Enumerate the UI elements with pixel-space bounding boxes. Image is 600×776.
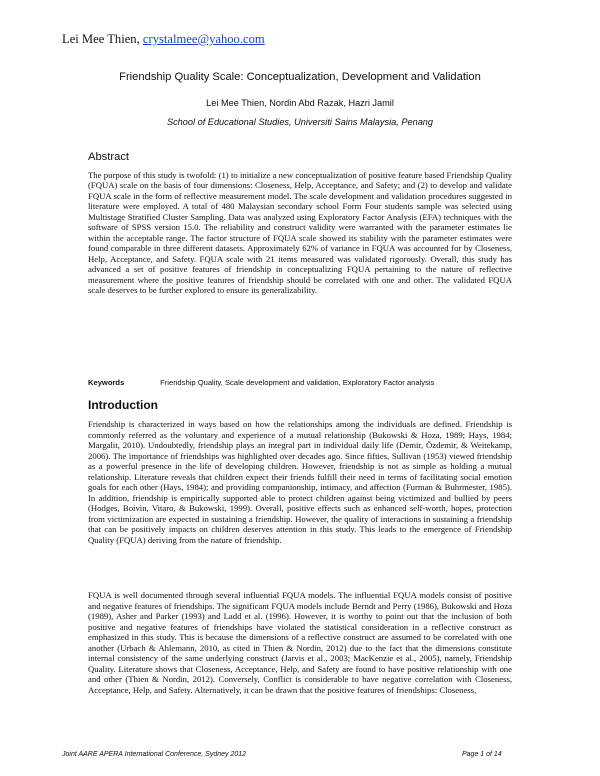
introduction-heading: Introduction [88, 398, 158, 412]
introduction-paragraph-1: Friendship is characterized in ways based on how the relationships among the individuals are defined. Friendship is commonly referred as the voluntary and experience of a mutual relationship (Bukowski & Hoza, 1989; Hays, 1984; Margalit, 2010). Undoubtedly, friendship plays an integral part in individual daily life (Demir, Özdemir, & Weitekamp, 2006). The importance of friendships was highlighted over decades ago. Since fifties, Sullivan (1953) viewed friendship as a powerful presence in the life of developing children. However, friendship is not as simple as holding a mutual relationship. Literature reveals that children expect their friends fulfill their need in terms of facilitating social emotion goals for each other (Hays, 1984); and providing companionship, intimacy, and affection (Furman & Buhrmester, 1985). In addition, friendship is empirically supported able to protect children against being victimized and bullied by peers (Hodges, Boivin, Vitaro, & Bukowski, 1999). Overall, positive effects such as enhanced self-worth, hopes, protection from victimization are expected in sustaining a friendship. However, the quality of interactions in sustaining a friendship that can be positively impacts on children deserves attention in this study. This leads to the emergence of Friendship Quality (FQUA) deriving from the nature of friendship. [88, 419, 512, 546]
running-header [62, 32, 265, 47]
header-author: Lei Mee Thien, [62, 32, 140, 46]
paper-authors: Lei Mee Thien, Nordin Abd Razak, Hazri Jamil [206, 98, 394, 108]
keywords-text: Friendship Quality, Scale development and validation, Exploratory Factor analysis [160, 378, 435, 387]
abstract-text: The purpose of this study is twofold: (1) to initialize a new conceptualization of positive feature based Friendship Quality (FQUA) scale on the basis of four dimensions: Closeness, Help, Acceptance, and Safety; and (2) to develop and validate FQUA scale in the form of reflective measurement model. The scale development and validation procedures suggested in literature were employed. A total of 480 Malaysian secondary school Form Four students sample was selected using Multistage Stratified Cluster Sampling. Data was analyzed using Exploratory Factor Analysis (EFA) techniques with the software of SPSS version 15.0. The reliability and construct validity were warranted with the parameter estimates lie within the acceptable range. The factor structure of FQUA scale showed its stability with the parameter estimates were found comparable in three different datasets. Approximately 62% of variance in FQUA was accounted for by Closeness, Help, Acceptance, and Safety. FQUA scale with 21 items measured was validated rigorously. Overall, this study has advanced a set of positive features of friendship in conceptualizing FQUA pertaining to the nature of reflective measurement where the positive features of friendship should be correlated with one and other. The validated FQUA scale deserves to be further explored to ensure its generalizability. [88, 170, 512, 295]
keywords-line [88, 378, 512, 387]
paper-title: Friendship Quality Scale: Conceptualization, Development and Validation [119, 71, 481, 83]
abstract-heading: Abstract [88, 151, 130, 163]
introduction-paragraph-2: FQUA is well documented through several influential FQUA models. The influential FQUA models consist of positive and negative features of friendships. The significant FQUA models include Berndt and Perry (1986), Bukowski and Hoza (1989), Asher and Parker (1993) and Ladd et al. (1996). However, it is worthy to point out that the inclusion of both positive and negative features of friendships have violated the statistical consideration in a reflective construct as emphasized in this study. This is because the dimensions of a reflective construct are assumed to be correlated with one another (Urbach & Ahlemann, 2010, as cited in Thien & Nordin, 2012) due to the fact that the dimensions constitute internal consistency of the same underlying construct (Jarvis et al., 2003; MacKenzie et al., 2005), namely, Friendship Quality. Literature shows that Closeness, Acceptance, Help, and Safety are found to have positive relationship with one and other (Thien & Nordin, 2012). Conversely, Conflict is considerable to have negative correlation with Closeness, Acceptance, Help, and Safety. Alternatively, it can be drawn that the positive features of friendships: Closeness, [88, 590, 512, 695]
author-email-link[interactable]: crystalmee@yahoo.com [142, 32, 265, 46]
keywords-label: Keywords [88, 378, 125, 387]
footer-page-number: Page 1 of 14 [462, 751, 502, 758]
paper-affiliation: School of Educational Studies, Universiti Sains Malaysia, Penang [166, 117, 434, 127]
footer-conference: Joint AARE APERA International Conference, Sydney 2012 [62, 751, 247, 758]
